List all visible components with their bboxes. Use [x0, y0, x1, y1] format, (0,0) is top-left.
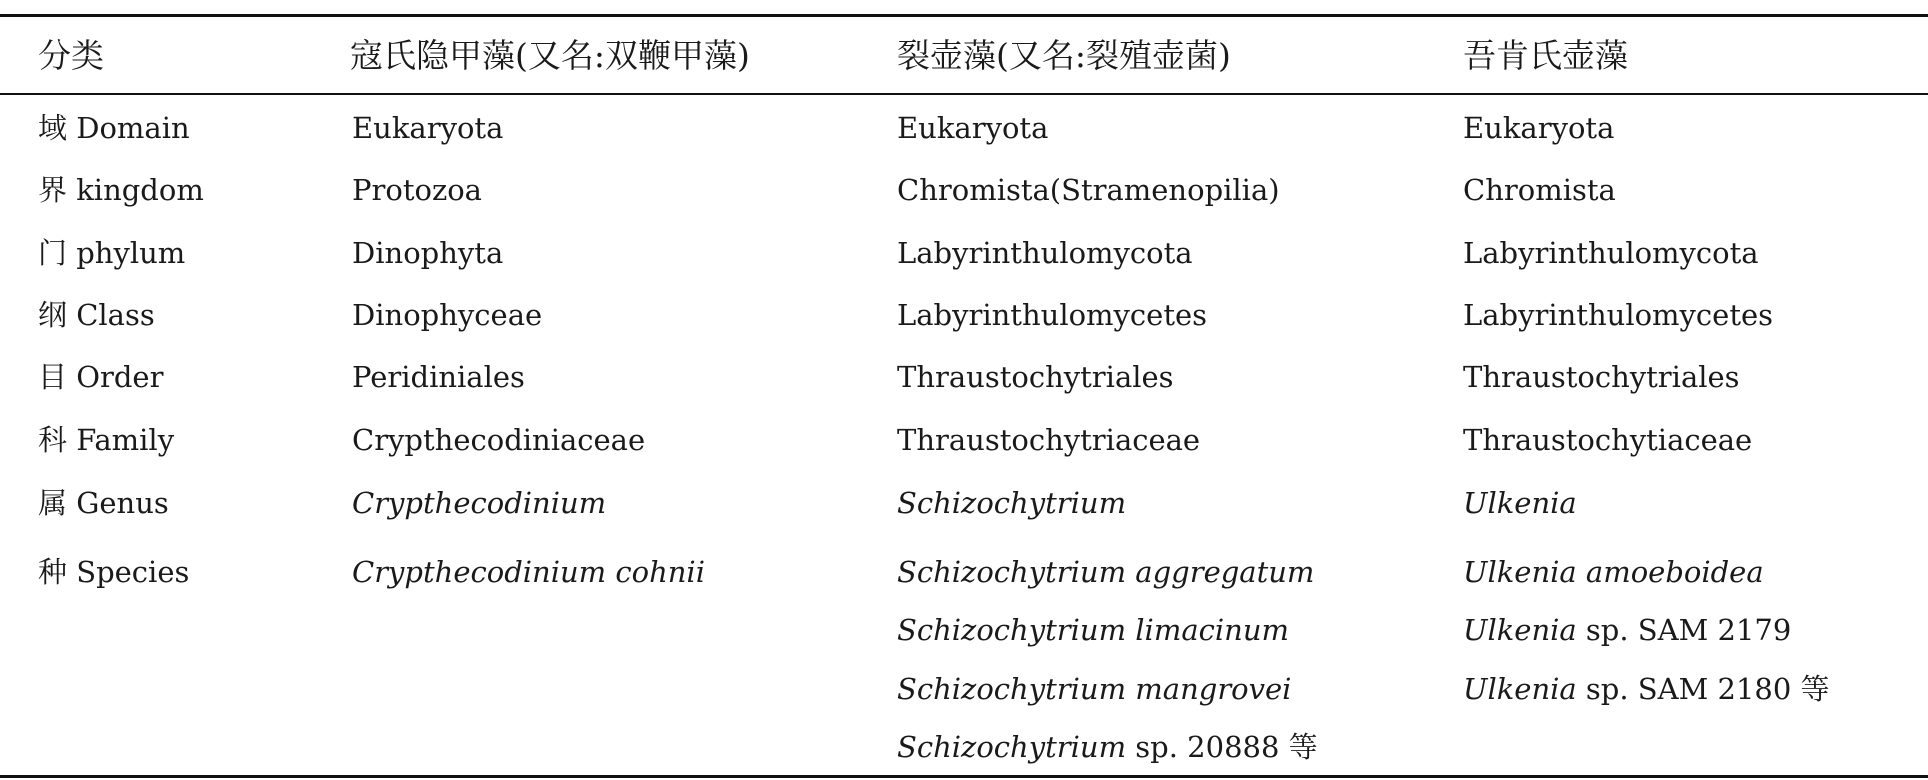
rank-species: 种 Species [38, 555, 190, 589]
rank-genus: 属 Genus [38, 486, 169, 520]
species-suffix: sp. SAM 2180 等 [1576, 672, 1830, 706]
header-schizochytrium: 裂壶藻(又名:裂殖壶菌) [897, 36, 1231, 75]
cell-species-crypthecodinium: Crypthecodinium cohnii [352, 555, 705, 589]
cell-species-ulkenia-2 [1463, 613, 1791, 647]
species-suffix: sp. SAM 2179 [1576, 613, 1792, 647]
rank-kingdom: 界 kingdom [38, 173, 204, 207]
cell-family-crypthecodinium: Crypthecodiniaceae [352, 423, 646, 457]
header-classification: 分类 [38, 36, 104, 75]
cell-kingdom-crypthecodinium: Protozoa [352, 173, 482, 207]
species-italic-name: Ulkenia [1463, 613, 1577, 647]
cell-domain-crypthecodinium: Eukaryota [352, 111, 504, 145]
rank-family: 科 Family [38, 423, 175, 457]
cell-species-schizochytrium-4 [897, 730, 1318, 764]
header-crypthecodinium: 寇氏隐甲藻(又名:双鞭甲藻) [350, 36, 750, 75]
species-italic-name: Schizochytrium mangrovei [897, 672, 1292, 706]
cell-domain-ulkenia: Eukaryota [1463, 111, 1615, 145]
species-suffix: sp. 20888 等 [1126, 730, 1318, 764]
rank-phylum: 门 phylum [38, 236, 186, 270]
cell-class-crypthecodinium: Dinophyceae [352, 298, 543, 332]
table-bottom-rule [0, 775, 1928, 778]
species-italic-name: Schizochytrium [897, 730, 1127, 764]
cell-domain-schizochytrium: Eukaryota [897, 111, 1049, 145]
cell-family-schizochytrium: Thraustochytriaceae [897, 423, 1201, 457]
cell-kingdom-schizochytrium: Chromista(Stramenopilia) [897, 173, 1280, 207]
cell-species-schizochytrium-3 [897, 672, 1291, 706]
cell-order-schizochytrium: Thraustochytriales [897, 360, 1174, 394]
cell-species-ulkenia-1 [1463, 555, 1764, 589]
species-italic-name: Schizochytrium limacinum [897, 613, 1289, 647]
rank-domain: 域 Domain [38, 111, 190, 145]
cell-genus-crypthecodinium: Crypthecodinium [352, 486, 607, 520]
cell-genus-schizochytrium: Schizochytrium [897, 486, 1127, 520]
cell-species-schizochytrium-2 [897, 613, 1289, 647]
cell-order-ulkenia: Thraustochytriales [1463, 360, 1740, 394]
cell-class-ulkenia: Labyrinthulomycetes [1463, 298, 1774, 332]
cell-family-ulkenia: Thraustochytiaceae [1463, 423, 1753, 457]
cell-phylum-ulkenia: Labyrinthulomycota [1463, 236, 1759, 270]
table-top-rule [0, 14, 1928, 17]
cell-kingdom-ulkenia: Chromista [1463, 173, 1616, 207]
cell-class-schizochytrium: Labyrinthulomycetes [897, 298, 1208, 332]
rank-order: 目 Order [38, 360, 164, 394]
cell-species-schizochytrium-1 [897, 555, 1314, 589]
species-italic-name: Ulkenia [1463, 672, 1577, 706]
species-italic-name: Ulkenia amoeboidea [1463, 555, 1764, 589]
rank-class: 纲 Class [38, 298, 155, 332]
cell-order-crypthecodinium: Peridiniales [352, 360, 525, 394]
cell-phylum-crypthecodinium: Dinophyta [352, 236, 504, 270]
species-italic-name: Schizochytrium aggregatum [897, 555, 1315, 589]
cell-genus-ulkenia: Ulkenia [1463, 486, 1577, 520]
cell-phylum-schizochytrium: Labyrinthulomycota [897, 236, 1193, 270]
table-header-rule [0, 93, 1928, 95]
cell-species-ulkenia-3 [1463, 672, 1830, 706]
header-ulkenia: 吾肯氏壶藻 [1463, 36, 1628, 75]
